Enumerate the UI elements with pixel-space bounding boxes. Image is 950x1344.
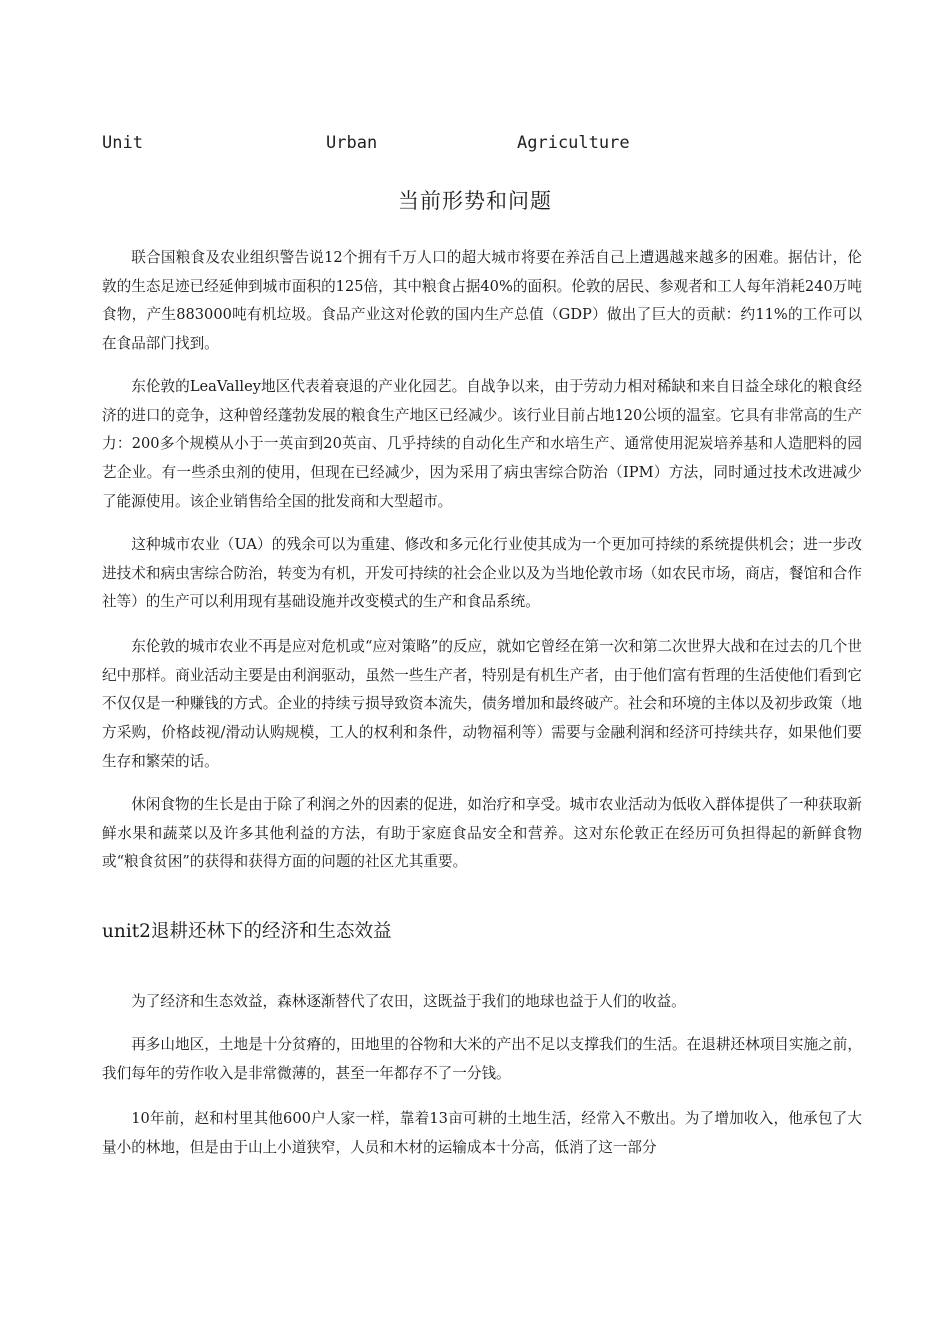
header-word-urban: Urban xyxy=(326,133,378,153)
header-word-agriculture: Agriculture xyxy=(517,133,630,153)
unit2-title: unit2退耕还林下的经济和生态效益 xyxy=(102,921,392,942)
unit2-paragraph-1: 为了经济和生态效益，森林逐渐替代了农田，这既益于我们的地球也益于人们的收益。 xyxy=(131,993,686,1010)
paragraph-2: 东伦敦的LeaValley地区代表着衰退的产业化园艺。自战争以来，由于劳动力相对稀缺和来自日益全球化的粮食经济的进口的竞争，这种曾经蓬勃发展的粮食生产地区已经减少。该行业目前占地120公顷的温室。它具有非常高的生产力：200多个规模从小于一英亩到20英亩、几乎持续的自动化生产和水培生产、通常使用泥炭培养基和人造肥料的园艺企业。有一些杀虫剂的使用，但现在已经减少，因为采用了病虫害综合防治（IPM）方法，同时通过技术改进减少了能源使用。该企业销售给全国的批发商和大型超市。 xyxy=(102,378,862,510)
unit2-paragraph-3: 10年前，赵和村里其他600户人家一样，靠着13亩可耕的土地生活，经常入不敷出。为了增加收入，他承包了大量小的林地，但是由于山上小道狭窄，人员和木材的运输成本十分高，低消了这一部分 xyxy=(102,1110,862,1156)
unit2-paragraph-2: 再多山地区，土地是十分贫瘠的，田地里的谷物和大米的产出不足以支撑我们的生活。在退耕还林项目实施之前，我们每年的劳作收入是非常微薄的，甚至一年都存不了一分钱。 xyxy=(102,1036,862,1082)
paragraph-1: 联合国粮食及农业组织警告说12个拥有千万人口的超大城市将要在养活自己上遭遇越来越多的困难。据估计，伦敦的生态足迹已经延伸到城市面积的125倍，其中粮食占据40%的面积。伦敦的居民、参观者和工人每年消耗240万吨食物，产生883000吨有机垃圾。食品产业这对伦敦的国内生产总值（GDP）做出了巨大的贡献：约11%的工作可以在食品部门找到。 xyxy=(102,249,862,353)
paragraph-3: 这种城市农业（UA）的残余可以为重建、修改和多元化行业使其成为一个更加可持续的系统提供机会；进一步改进技术和病虫害综合防治，转变为有机，开发可持续的社会企业以及为当地伦敦市场（如农民市场，商店，餐馆和合作社等）的生产可以利用现有基础设施并改变模式的生产和食品系统。 xyxy=(102,536,862,611)
paragraph-5: 休闲食物的生长是由于除了利润之外的因素的促进，如治疗和享受。城市农业活动为低收入群体提供了一种获取新鲜水果和蔬菜以及许多其他利益的方法，有助于家庭食品安全和营养。这对东伦敦正在经历可负担得起的新鲜食物或“粮食贫困”的获得和获得方面的问题的社区尤其重要。 xyxy=(102,796,862,871)
header-word-unit: Unit xyxy=(102,133,143,153)
paragraph-4: 东伦敦的城市农业不再是应对危机或“应对策略”的反应，就如它曾经在第一次和第二次世界大战和在过去的几个世纪中那样。商业活动主要是由利润驱动，虽然一些生产者，特别是有机生产者，由于他们富有哲理的生活使他们看到它不仅仅是一种赚钱的方式。企业的持续亏损导致资本流失，债务增加和最终破产。社会和环境的主体以及初步政策（地方采购，价格歧视/滑动认购规模，工人的权利和条件，动物福利等）需要与金融利润和经济可持续共存，如果他们要生存和繁荣的话。 xyxy=(102,638,862,770)
section-title: 当前形势和问题 xyxy=(398,189,552,213)
unit-header xyxy=(102,133,662,157)
